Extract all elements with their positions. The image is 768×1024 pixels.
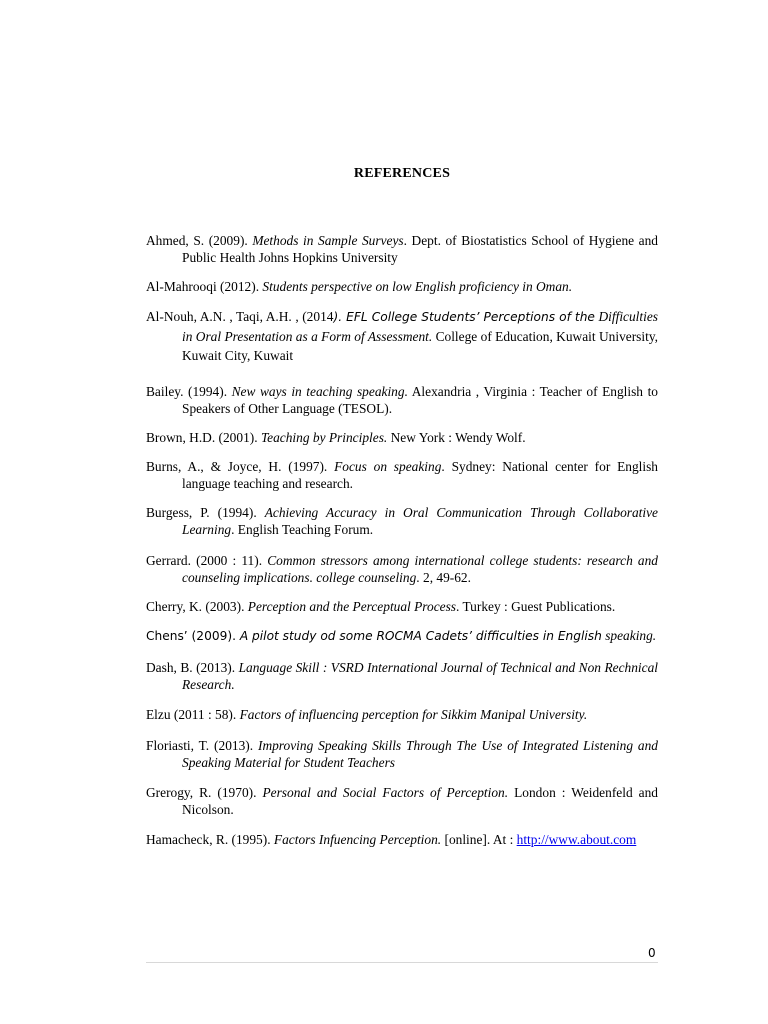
page-number: 0: [648, 946, 656, 960]
reference-author: Al-Nouh, A.N. , Taqi, A.H. , (2014: [146, 309, 334, 324]
reference-list: [146, 232, 658, 848]
reference-author: Burns, A., & Joyce, H. (1997).: [146, 459, 335, 474]
reference-title: Improving Speaking Skills Through The Use of Integrated Listening and Speaking Material for Student Teachers: [182, 738, 658, 770]
reference-author: Elzu (2011 : 58).: [146, 707, 240, 722]
reference-entry: [146, 458, 658, 492]
reference-entry: [146, 706, 658, 723]
reference-author: Hamacheck, R. (1995).: [146, 832, 274, 847]
reference-entry: [146, 429, 658, 446]
reference-entry: [146, 784, 658, 818]
reference-entry: [146, 504, 658, 538]
reference-entry: [146, 383, 658, 417]
reference-entry: [146, 831, 658, 848]
reference-title: Common stressors among international college students: research and counseling implications. college counseling: [182, 553, 658, 585]
reference-title: Methods in Sample Surveys: [252, 233, 404, 248]
reference-details: . Turkey : Guest Publications.: [456, 599, 616, 614]
reference-details: . Sydney: National center for English language teaching and research.: [182, 459, 659, 491]
reference-title: Teaching by Principles.: [260, 430, 388, 445]
reference-entry: [146, 737, 658, 771]
reference-entry: [146, 232, 658, 266]
reference-author: Bailey. (1994).: [146, 384, 232, 399]
reference-entry: [146, 278, 658, 295]
reference-details: . 2, 49-62.: [416, 570, 471, 585]
reference-author: Dash, B. (2013).: [146, 660, 239, 675]
reference-details: New York : Wendy Wolf.: [387, 430, 526, 445]
reference-author: Al-Mahrooqi (2012).: [146, 279, 263, 294]
reference-title: Achieving Accuracy in Oral Communication Through Collaborative Learning: [182, 505, 658, 537]
reference-author: Cherry, K. (2003).: [146, 599, 248, 614]
reference-author: Brown, H.D. (2001).: [146, 430, 261, 445]
reference-title-sans: ). EFL College Students’ Perceptions of the: [333, 310, 595, 324]
reference-details: . English Teaching Forum.: [231, 522, 374, 537]
reference-title: Focus on speaking: [334, 459, 442, 474]
reference-entry: [146, 627, 658, 645]
reference-entry: [146, 552, 658, 586]
reference-title: Students perspective on low English proficiency in Oman.: [262, 279, 573, 294]
reference-entry: [146, 659, 658, 693]
reference-author: Chens’ (2009).: [146, 629, 240, 643]
reference-author: Ahmed, S. (2009).: [146, 233, 253, 248]
reference-title: Personal and Social Factors of Perception.: [262, 785, 509, 800]
reference-title: Difficulties in Oral Presentation as a Form of Assessment.: [182, 309, 658, 344]
reference-entry: [146, 307, 658, 365]
reference-details: College of Education, Kuwait University, Kuwait City, Kuwait: [182, 329, 658, 363]
footer-divider: [146, 962, 658, 963]
reference-title-sans: A pilot study od some ROCMA Cadets’ difficulties in English: [239, 629, 602, 643]
reference-author: Gerrard. (2000 : 11).: [146, 553, 268, 568]
reference-author: Floriasti, T. (2013).: [146, 738, 258, 753]
reference-details: London : Weidenfeld and Nicolson.: [182, 785, 658, 817]
reference-title: Factors Infuencing Perception.: [273, 832, 442, 847]
reference-title: New ways in teaching speaking.: [231, 384, 408, 399]
reference-title: speaking.: [601, 628, 657, 643]
reference-details: . Dept. of Biostatistics School of Hygiene and Public Health Johns Hopkins University: [182, 233, 658, 265]
reference-author: Grerogy, R. (1970).: [146, 785, 263, 800]
reference-title: Perception and the Perceptual Process: [247, 599, 457, 614]
reference-title: Factors of influencing perception for Sikkim Manipal University.: [239, 707, 588, 722]
page-title: REFERENCES: [353, 166, 451, 181]
reference-author: Burgess, P. (1994).: [146, 505, 265, 520]
reference-details: Alexandria , Virginia : Teacher of English to Speakers of Other Language (TESOL).: [182, 384, 658, 416]
reference-link[interactable]: http://www.about.com: [516, 832, 637, 847]
reference-details: [online]. At :: [441, 832, 517, 847]
reference-entry: [146, 598, 658, 615]
reference-title: Language Skill : VSRD International Journal of Technical and Non Rechnical Research.: [182, 660, 658, 692]
